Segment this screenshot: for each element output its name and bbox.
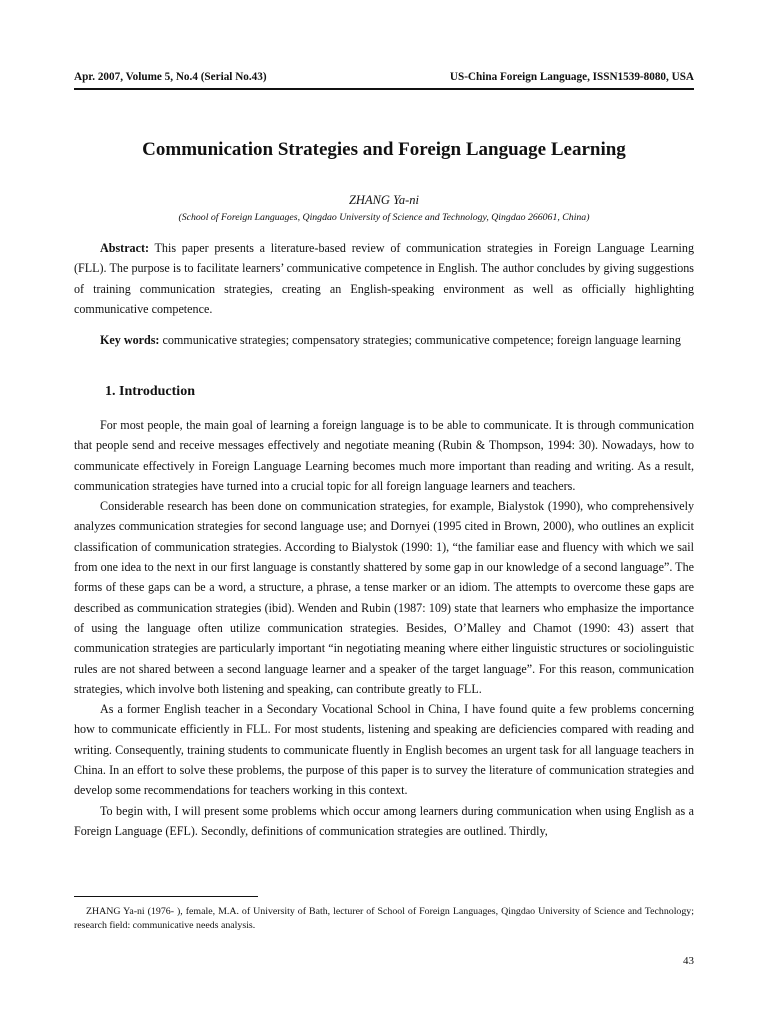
- author-name: ZHANG Ya-ni: [348, 193, 420, 207]
- author-affiliation: (School of Foreign Languages, Qingdao University of Science and Technology, Qingdao 266061, China): [178, 212, 590, 223]
- paper-title: Communication Strategies and Foreign Language Learning: [142, 139, 626, 160]
- journal-name: US-China Foreign Language, ISSN1539-8080, USA: [449, 71, 694, 83]
- running-head: [74, 71, 694, 83]
- abstract-text: This paper presents a literature-based review of communication strategies in Foreign Language Learning (FLL). The purpose is to facilitate learners’ communicative competence in English. The author concludes by giving suggestions of training communication strategies, creating an English-speaking environment as well as officially highlighting communicative competence.: [74, 241, 694, 316]
- header-rule: [74, 88, 694, 90]
- keywords-label: Key words:: [100, 333, 160, 347]
- footnote: ZHANG Ya-ni (1976- ), female, M.A. of University of Bath, lecturer of School of Foreign Languages, Qingdao University of Science and Technology; research field: communicative needs analysis.: [74, 906, 694, 931]
- journal-issue: Apr. 2007, Volume 5, No.4 (Serial No.43): [74, 71, 267, 83]
- footnote-rule: [74, 896, 258, 897]
- abstract-label: Abstract:: [100, 241, 150, 255]
- paragraph: For most people, the main goal of learning a foreign language is to be able to communicate. It is through communication that people send and receive messages effectively and negotiate meaning (Rubin & Thompson, 1994: 30). Nowadays, how to communicate effectively in Foreign Language Learning becomes much more important than reading and writing. As a result, communication strategies have turned into a crucial topic for all foreign language learners and teachers.: [74, 418, 694, 493]
- keywords-text: communicative strategies; compensatory strategies; communicative competence; foreign language learning: [159, 333, 681, 347]
- paragraph: Considerable research has been done on communication strategies, for example, Bialystok (1990), who comprehensively analyzes communication strategies for second language use; and Dornyei (1995 cited in Brown, 2000), who outlines an explicit classification of communication strategies. According to Bialystok (1990: 1), “the familiar ease and fluency with which we sail from one idea to the next in our first language is constantly shattered by some gap in our knowledge of a second language”. The forms of these gaps can be a word, a structure, a phrase, a tense marker or an idiom. The attempts to overcome these gaps are described as communication strategies (ibid). Wenden and Rubin (1987: 109) state that learners who emphasize the importance of using the language often utilize communication strategies. Besides, O’Malley and Chamot (1990: 43) assert that communication strategies are particularly important “in negotiating meaning where either linguistic structures or sociolinguistic rules are not shared between a second language learner and a speaker of the target language”. For this reason, communication strategies, which involve both listening and speaking, can contribute greatly to FLL.: [74, 499, 694, 696]
- section-heading: 1. Introduction: [105, 384, 195, 399]
- abstract: [74, 238, 694, 319]
- paragraph: To begin with, I will present some problems which occur among learners during communication when using English as a Foreign Language (EFL). Secondly, definitions of communication strategies are outlined. Thirdly,: [74, 803, 694, 838]
- keywords: [74, 330, 694, 350]
- paragraph: As a former English teacher in a Secondary Vocational School in China, I have found quite a few problems concerning how to communicate efficiently in FLL. For most students, listening and speaking are deficiencies compared with reading and writing. Consequently, training students to communicate fluently in English becomes an urgent task for all language teachers in China. In an effort to solve these problems, the purpose of this paper is to survey the literature of communication strategies and develop some recommendations for teachers working in this context.: [74, 702, 694, 798]
- page-number: 43: [683, 955, 694, 967]
- section-body: [74, 415, 694, 841]
